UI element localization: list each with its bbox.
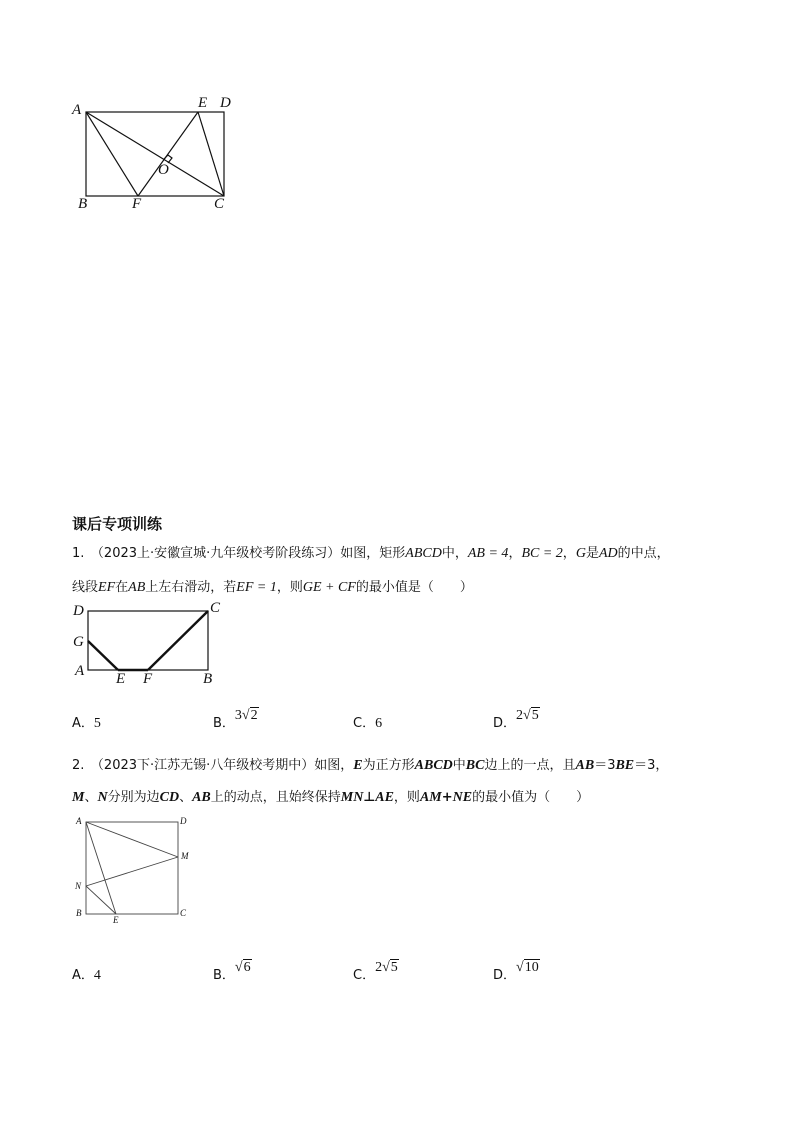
option-letter: B．: [213, 968, 235, 983]
fig1-segment-ec: [198, 112, 224, 196]
q1-text: ，: [562, 546, 576, 561]
q1-fig-rectangle: [88, 611, 208, 670]
sqrt-sign: √: [241, 708, 250, 723]
q2-option-d[interactable]: [493, 956, 540, 983]
q1-fig-label-f: F: [143, 671, 153, 687]
q2-text: 如图，: [314, 758, 354, 773]
option-value: 4: [93, 968, 101, 983]
q1-math: AB = 4: [467, 546, 509, 561]
sqrt-coefficient: 2: [375, 960, 383, 975]
q2-fig-label-a: A: [76, 816, 82, 826]
option-value: [375, 960, 399, 976]
option-letter: A．: [72, 968, 94, 983]
fig1-label-o: O: [158, 162, 169, 178]
q2-fig-label-e: E: [113, 915, 119, 925]
q2-fig-label-n: N: [75, 881, 82, 891]
q2-source: （2023下·江苏无锡·八年级校考期中）: [97, 758, 315, 773]
sqrt-sign: √: [516, 960, 524, 975]
sqrt-radicand: 2: [250, 708, 258, 723]
option-letter: A．: [72, 716, 94, 731]
q1-option-a[interactable]: [72, 712, 101, 732]
sqrt-radicand: 5: [531, 708, 539, 723]
figure-rectangle-abcd-fold: [70, 92, 250, 217]
option-value: 5: [93, 716, 101, 731]
q1-text: ，: [508, 546, 522, 561]
q1-option-d[interactable]: [493, 704, 540, 731]
q2-line1: [72, 754, 668, 774]
fig1-diagonal-ac: [86, 112, 224, 196]
q2-text: 的最小值为（ ）: [472, 790, 590, 805]
q1-text: 上左右滑动，若: [145, 580, 237, 595]
q2-fig-label-m: M: [181, 851, 189, 861]
q1-fig-label-e: E: [116, 671, 126, 687]
q2-text: ＝3，: [634, 758, 669, 773]
q1-figure: [70, 600, 220, 690]
option-letter: D．: [493, 968, 517, 983]
option-letter: D．: [493, 716, 517, 731]
option-letter: B．: [213, 716, 235, 731]
q2-math: ABCD: [414, 758, 453, 773]
q2-math: AB: [575, 758, 595, 773]
q2-line2: [72, 786, 589, 806]
option-value: [235, 708, 259, 724]
q1-text: 在: [115, 580, 129, 595]
q1-fig-label-a: A: [75, 663, 85, 679]
q1-text: 的最小值是（ ）: [355, 580, 473, 595]
option-letter: C．: [353, 716, 376, 731]
q1-math: BC = 2: [521, 546, 563, 561]
q1-line2: [72, 576, 473, 596]
q2-text: ⊥: [363, 790, 376, 805]
fig1-label-f: F: [132, 196, 142, 212]
q2-math: NE: [452, 790, 473, 805]
option-value: [516, 708, 540, 724]
q1-line1: [72, 542, 670, 562]
q1-option-b[interactable]: [213, 704, 259, 731]
section-title: 课后专项训练: [72, 515, 163, 533]
q1-fig-segment-ge: [88, 641, 118, 670]
q2-fig-segment-mn: [86, 857, 178, 886]
option-value: [516, 960, 540, 976]
fig1-label-d: D: [220, 95, 231, 111]
q1-math: GE + CF: [302, 580, 356, 595]
q1-fig-label-d: D: [73, 603, 84, 619]
fig1-label-e: E: [198, 95, 208, 111]
option-value: 6: [375, 716, 383, 731]
q2-text: 中: [452, 758, 466, 773]
q2-math: CD: [159, 790, 180, 805]
q2-math: BE: [615, 758, 635, 773]
q1-fig-label-c: C: [210, 600, 221, 616]
q1-math: G: [575, 546, 586, 561]
q1-text: 是: [585, 546, 599, 561]
fig1-label-c: C: [214, 196, 225, 212]
q2-fig-label-d: D: [180, 816, 187, 826]
q2-fig-label-b: B: [76, 908, 82, 918]
q2-text: 分别为边: [107, 790, 160, 805]
sqrt-radicand: 10: [524, 960, 539, 975]
fig1-label-b: B: [78, 196, 88, 212]
q2-math: AE: [375, 790, 394, 805]
q2-number: 2.: [72, 758, 85, 773]
q2-math: BC: [465, 758, 485, 773]
q2-option-b[interactable]: [213, 956, 252, 983]
q1-math: AD: [598, 546, 618, 561]
q1-fig-segment-fc: [148, 611, 208, 670]
q1-text: 中，: [441, 546, 468, 561]
q2-math: AM: [419, 790, 442, 805]
q1-text: 线段: [72, 580, 99, 595]
sqrt-coefficient: 2: [516, 708, 524, 723]
q2-figure: [70, 812, 200, 927]
q2-text: 、: [179, 790, 193, 805]
q2-math: N: [97, 790, 108, 805]
q1-fig-label-b: B: [203, 671, 213, 687]
q2-fig-label-c: C: [180, 908, 187, 918]
fig1-label-a: A: [72, 102, 82, 118]
q2-option-c[interactable]: [353, 956, 399, 983]
sqrt-sign: √: [523, 708, 531, 723]
q1-math: AB: [128, 580, 146, 595]
q1-source: （2023上·安徽宣城·九年级校考阶段练习）: [97, 546, 341, 561]
q2-fig-segment-am: [86, 822, 178, 857]
q2-math: MN: [340, 790, 364, 805]
q2-text: 边上的一点，且: [484, 758, 576, 773]
option-letter: C．: [353, 968, 376, 983]
q2-fig-square: [86, 822, 178, 914]
sqrt-sign: √: [382, 960, 390, 975]
q2-text: 上的动点，且始终保持: [210, 790, 341, 805]
sqrt-sign: √: [234, 960, 243, 975]
q1-math: EF = 1: [236, 580, 277, 595]
sqrt-radicand: 5: [390, 960, 398, 975]
q2-text: 为正方形: [362, 758, 415, 773]
q2-text: ＝3: [594, 758, 616, 773]
q1-text: 的中点，: [617, 546, 670, 561]
q1-text: 如图，矩形: [340, 546, 406, 561]
q2-math: E: [353, 758, 363, 773]
sqrt-radicand: 6: [243, 960, 251, 975]
q2-option-a[interactable]: [72, 964, 101, 984]
q1-math: EF: [98, 580, 116, 595]
q2-text: 、: [84, 790, 98, 805]
fig1-segment-ef: [138, 112, 198, 196]
q2-math: M: [72, 790, 85, 805]
q2-math: AB: [192, 790, 211, 805]
q1-fig-label-g: G: [73, 634, 84, 650]
q2-text: ，则: [393, 790, 420, 805]
q1-math: ABCD: [405, 546, 442, 561]
sqrt-coefficient: 3: [234, 708, 242, 723]
q1-option-c[interactable]: [353, 712, 382, 732]
option-value: [235, 960, 252, 976]
q1-number: 1.: [72, 546, 85, 561]
q1-text: ，则: [276, 580, 303, 595]
fig1-segment-af: [86, 112, 138, 196]
q2-text: +: [441, 790, 453, 805]
